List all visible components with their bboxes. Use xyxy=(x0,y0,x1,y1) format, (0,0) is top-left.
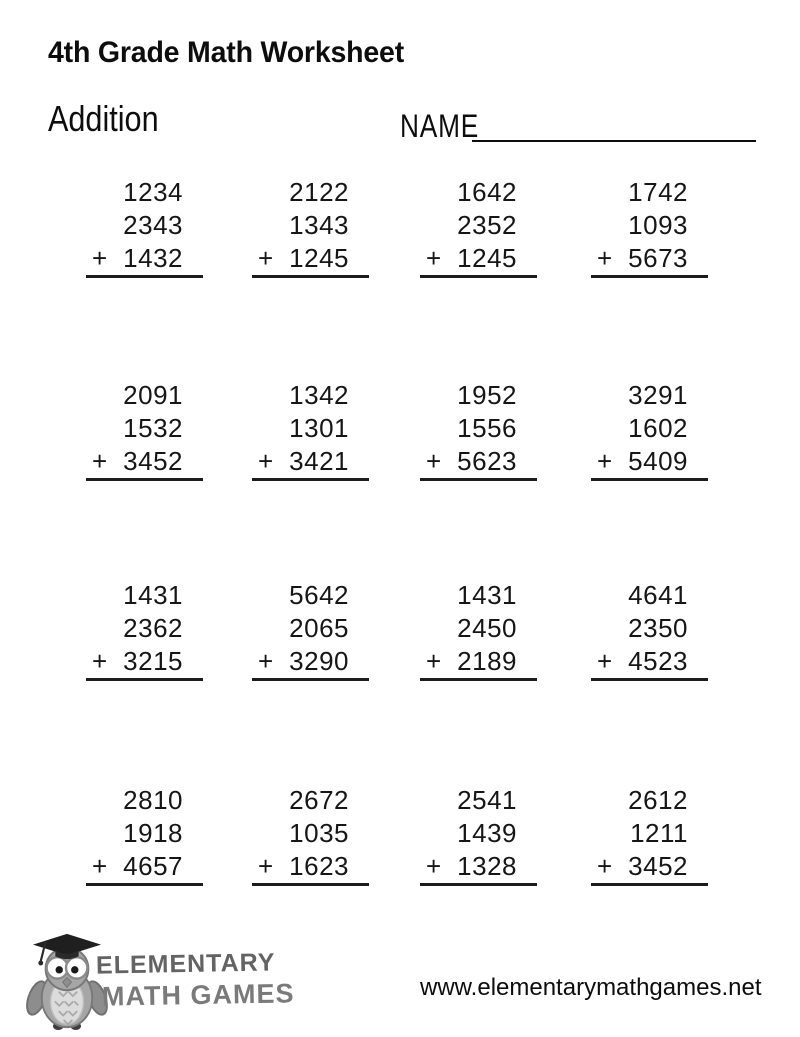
addition-problem-2 xyxy=(252,176,369,278)
addend-1: 2612 xyxy=(628,785,688,815)
addition-problem-3 xyxy=(420,176,537,278)
plus-icon: + xyxy=(258,646,274,676)
addend-3: 1245 xyxy=(457,243,517,273)
addend-2: 1602 xyxy=(628,413,688,443)
website-url: www.elementarymathgames.net xyxy=(420,974,762,1001)
addend-2: 1532 xyxy=(123,413,183,443)
addition-problem-8 xyxy=(591,379,708,481)
addend-1: 2091 xyxy=(123,380,183,410)
plus-icon: + xyxy=(597,446,613,476)
addend-2: 2450 xyxy=(457,613,517,643)
addition-problem-12 xyxy=(591,579,708,681)
plus-icon: + xyxy=(92,646,108,676)
addend-1: 4641 xyxy=(628,580,688,610)
plus-icon: + xyxy=(258,243,274,273)
addend-1: 1742 xyxy=(628,177,688,207)
addition-problem-10 xyxy=(252,579,369,681)
addend-2: 1093 xyxy=(628,210,688,240)
plus-icon: + xyxy=(258,446,274,476)
plus-icon: + xyxy=(92,243,108,273)
addend-1: 1952 xyxy=(457,380,517,410)
addend-3: 3215 xyxy=(123,646,183,676)
addend-2: 1439 xyxy=(457,818,517,848)
addend-3: 4657 xyxy=(123,851,183,881)
addend-2: 2350 xyxy=(628,613,688,643)
addend-3: 5673 xyxy=(628,243,688,273)
plus-icon: + xyxy=(426,243,442,273)
addition-problem-4 xyxy=(591,176,708,278)
logo-text-line2: MATH GAMES xyxy=(101,978,295,1012)
addition-problem-14 xyxy=(252,784,369,886)
addition-problem-7 xyxy=(420,379,537,481)
plus-icon: + xyxy=(426,646,442,676)
addend-1: 1342 xyxy=(289,380,349,410)
section-title: Addition xyxy=(48,98,159,139)
addend-3: 1623 xyxy=(289,851,349,881)
addend-3: 5409 xyxy=(628,446,688,476)
addend-2: 2065 xyxy=(289,613,349,643)
addend-1: 2122 xyxy=(289,177,349,207)
name-blank-line xyxy=(472,110,756,142)
addend-3: 3452 xyxy=(628,851,688,881)
addend-3: 1328 xyxy=(457,851,517,881)
plus-icon: + xyxy=(426,446,442,476)
addend-3: 5623 xyxy=(457,446,517,476)
addition-problem-5 xyxy=(86,379,203,481)
addend-1: 2672 xyxy=(289,785,349,815)
plus-icon: + xyxy=(92,446,108,476)
plus-icon: + xyxy=(597,646,613,676)
addend-3: 1432 xyxy=(123,243,183,273)
addend-2: 1556 xyxy=(457,413,517,443)
addend-3: 3290 xyxy=(289,646,349,676)
name-label: NAME xyxy=(400,108,480,144)
plus-icon: + xyxy=(597,243,613,273)
addend-3: 3421 xyxy=(289,446,349,476)
addition-problem-1 xyxy=(86,176,203,278)
addend-1: 1431 xyxy=(123,580,183,610)
addend-1: 2541 xyxy=(457,785,517,815)
plus-icon: + xyxy=(258,851,274,881)
addend-2: 1918 xyxy=(123,818,183,848)
addend-3: 2189 xyxy=(457,646,517,676)
page-title: 4th Grade Math Worksheet xyxy=(48,36,404,69)
addend-3: 4523 xyxy=(628,646,688,676)
addend-1: 2810 xyxy=(123,785,183,815)
addition-problem-15 xyxy=(420,784,537,886)
logo-text-line1: ELEMENTARY xyxy=(95,948,276,980)
addition-problem-16 xyxy=(591,784,708,886)
addition-problem-13 xyxy=(86,784,203,886)
addend-1: 3291 xyxy=(628,380,688,410)
addend-3: 3452 xyxy=(123,446,183,476)
addend-1: 1642 xyxy=(457,177,517,207)
addend-2: 1211 xyxy=(630,818,688,848)
plus-icon: + xyxy=(92,851,108,881)
addend-2: 2343 xyxy=(123,210,183,240)
plus-icon: + xyxy=(426,851,442,881)
addend-2: 2362 xyxy=(123,613,183,643)
addend-2: 1301 xyxy=(289,413,349,443)
plus-icon: + xyxy=(597,851,613,881)
addend-1: 1234 xyxy=(123,177,183,207)
addend-2: 1035 xyxy=(289,818,349,848)
addition-problem-6 xyxy=(252,379,369,481)
addend-3: 1245 xyxy=(289,243,349,273)
addition-problem-11 xyxy=(420,579,537,681)
addition-problem-9 xyxy=(86,579,203,681)
addend-1: 1431 xyxy=(457,580,517,610)
addend-2: 2352 xyxy=(457,210,517,240)
addend-1: 5642 xyxy=(289,580,349,610)
addend-2: 1343 xyxy=(289,210,349,240)
